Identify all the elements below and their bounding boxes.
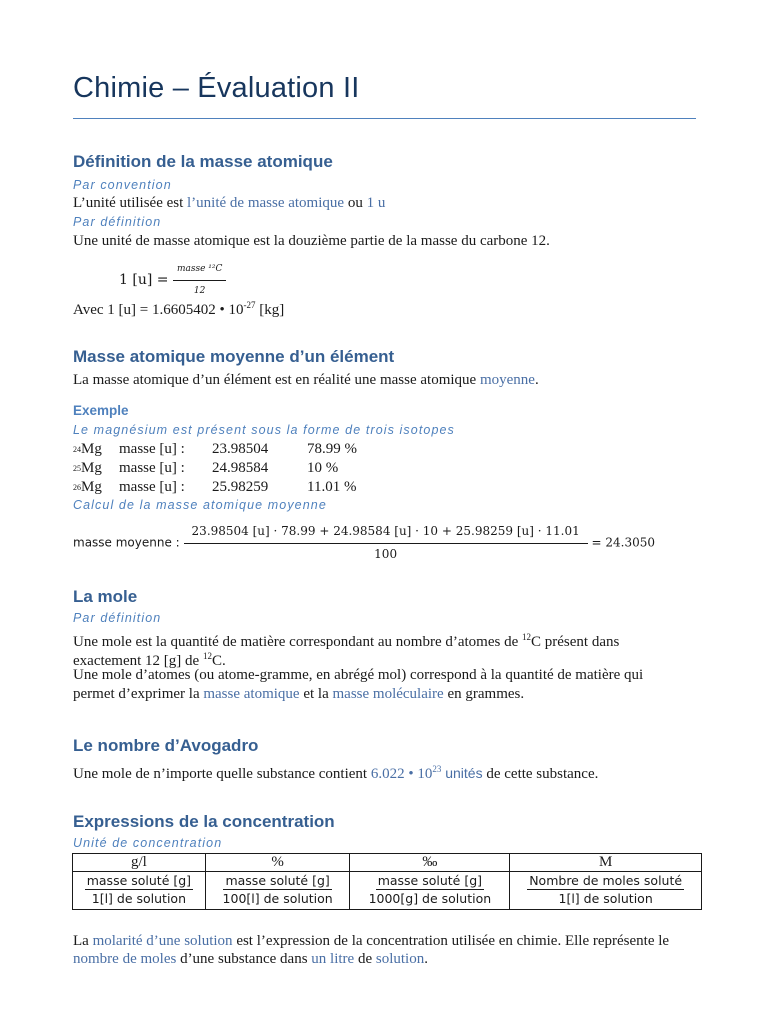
- link-avogadro-number[interactable]: 6.022 • 10: [370, 766, 433, 782]
- link-one-litre[interactable]: un litre: [311, 951, 355, 967]
- label-definition-1: Par définition: [73, 215, 162, 229]
- formula-average-mass: masse moyenne : 23.98504 [u] · 78.99 + 24.98584 [u] · 10 + 25.98259 [u] · 11.01 100 = 24.3050: [73, 524, 656, 561]
- label-definition-2: Par définition: [73, 611, 162, 625]
- calc-label: Calcul de la masse atomique moyenne: [73, 498, 327, 512]
- link-average[interactable]: moyenne: [479, 372, 535, 388]
- heading-atomic-mass: Définition de la masse atomique: [73, 152, 333, 171]
- heading-average-mass: Masse atomique moyenne d’un élément: [73, 347, 395, 366]
- link-units[interactable]: unités: [441, 765, 483, 781]
- mole-line-4: permet d’exprimer la masse atomique et la masse moléculaire en grammes.: [73, 686, 525, 702]
- label-convention: Par convention: [73, 178, 172, 192]
- link-atomic-mass-unit[interactable]: l’unité de masse atomique: [187, 195, 345, 211]
- table-header-cell: ‰: [350, 854, 510, 872]
- concentration-table: [72, 853, 702, 910]
- heading-mole: La mole: [73, 587, 138, 606]
- mole-line-3: Une mole d’atomes (ou atome-gramme, en abrégé mol) correspond à la quantité de matière qui: [73, 667, 644, 683]
- link-molecular-mass[interactable]: masse moléculaire: [332, 686, 444, 702]
- link-solution[interactable]: solution: [375, 951, 425, 967]
- link-molarity[interactable]: molarité d’une solution: [92, 933, 233, 949]
- amu-value: Avec 1 [u] = 1.6605402 • $10^{-27}$ [kg]: [73, 300, 285, 318]
- example-subtitle: Le magnésium est présent sous la forme de trois isotopes: [73, 423, 455, 437]
- link-number-of-moles[interactable]: nombre de moles: [73, 951, 177, 967]
- table-cell-fraction: $\frac{\text{masse soluté [g]}}{\text{100[l] de solution}}$: [205, 872, 350, 910]
- link-1u[interactable]: 1 u: [366, 195, 386, 211]
- document-page: Chimie – Évaluation II Définition de la masse atomique Par convention L’unité utilisée est l’unité de masse atomique ou 1 u Par définition Une unité de masse atomique est la douzième partie de la masse du carbone 12. 1 [u] = $\frac{\text{masse ¹²C}}{12}$ Avec 1 [u] = 1.6605402 • $10^{-27}$ [kg] Masse atomique moyenne d’un élément La masse atomique d’un élément est en réalité une masse atomique moyenne. Exemple Le magnésium est présent sous la forme de trois isotopes $^{24}$ Mg masse [u] : 23.98504 78.99 % $^{25}$ Mg masse [u] : 24.98584 10 % $^{26}$ Mg masse [u] : 25.98259 11.01 % Calcul de la masse atomique moyenne masse moyenne : 23.98504 [u] · 78.99 + 24.98584 [u] · 10 + 25.98259 [u] · 11.01 100 = 24.3050 La mole Par définition Une mole est la quantité de matière correspondant au nombre d’atomes de $^{12}$C présent dans exactement 12 [g] de $^{12}$C. Une mole d’atomes (ou atome-gramme, en abrégé mol) correspond à la quantité de matière qui permet d’exprimer la masse atomique et la masse moléculaire en grammes. Le nombre d’Avogadro Une mole de n’importe quelle substance contient 6.022 • $10^{23}$ unités de cette substance. Expressions de la concentration Unité de concentration g/l % ‰ M $\frac{\text{masse soluté [g]}}{\text{1[l] de solution}}$ $\frac{\text{masse soluté [g]}}{\text{100[l] de solution}}$ $\frac{\text{masse soluté [g]}}{\text{1000[g] de solution}}$ $\frac{\text{Nombre de moles soluté}}{\text{1[l] de solution}}$ La molarité d’une solution est l’expression de la concentration utilisée en chimie. Elle représente le nombre de moles d’une substance dans un litre de solution.: [0, 0, 768, 1024]
- mole-line-2: exactement 12 [g] de $^{12}$C.: [73, 651, 226, 669]
- table-cell-fraction: $\frac{\text{Nombre de moles soluté}}{\text{1[l] de solution}}$: [510, 872, 702, 910]
- table-header-cell: g/l: [73, 854, 206, 872]
- convention-text: L’unité utilisée est l’unité de masse atomique ou 1 u: [73, 195, 386, 211]
- page-title: Chimie – Évaluation II: [73, 72, 360, 104]
- molarity-line-1: La molarité d’une solution est l’expression de la concentration utilisée en chimie. Elle représente le: [73, 933, 670, 949]
- table-cell-fraction: $\frac{\text{masse soluté [g]}}{\text{1[l] de solution}}$: [73, 872, 206, 910]
- example-heading: Exemple: [73, 403, 129, 418]
- label-concentration-unit: Unité de concentration: [73, 836, 223, 850]
- avogadro-text: Une mole de n’importe quelle substance contient 6.022 • $10^{23}$ unités de cette substance.: [73, 764, 599, 782]
- table-header-cell: M: [510, 854, 702, 872]
- heading-concentration: Expressions de la concentration: [73, 812, 335, 831]
- table-header-cell: %: [205, 854, 350, 872]
- formula-amu: 1 [u] = $\frac{\text{masse ¹²C}}{12}$: [119, 260, 226, 301]
- molarity-line-2: nombre de moles d’une substance dans un litre de solution.: [73, 951, 428, 967]
- link-atomic-mass[interactable]: masse atomique: [203, 686, 300, 702]
- title-divider: [73, 118, 696, 119]
- definition-text: Une unité de masse atomique est la douzième partie de la masse du carbone 12.: [73, 233, 550, 249]
- heading-avogadro: Le nombre d’Avogadro: [73, 736, 259, 755]
- mole-line-1: Une mole est la quantité de matière correspondant au nombre d’atomes de $^{12}$C présent dans: [73, 632, 620, 650]
- average-mass-intro: La masse atomique d’un élément est en réalité une masse atomique moyenne.: [73, 372, 539, 388]
- table-cell-fraction: $\frac{\text{masse soluté [g]}}{\text{1000[g] de solution}}$: [350, 872, 510, 910]
